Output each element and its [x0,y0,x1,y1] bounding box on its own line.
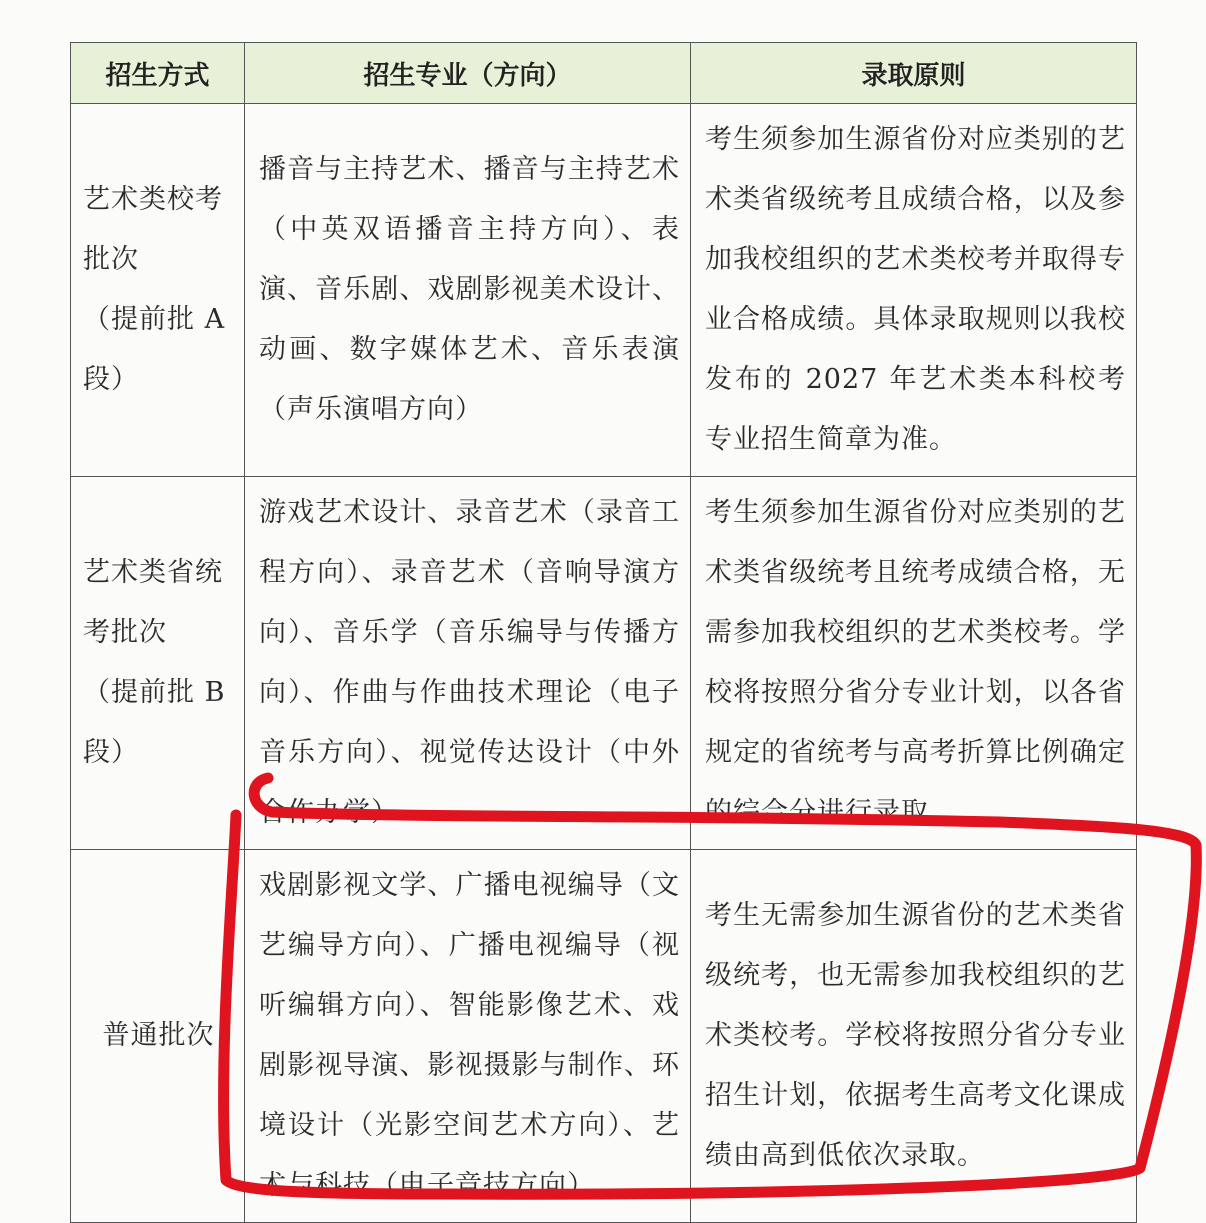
method-line: 段） [83,737,139,768]
principle-cell: 考生须参加生源省份对应类别的艺术类省级统考且统考成绩合格，无需参加我校组织的艺术类校考。学校将按照分省分专业计划，以各省规定的省统考与高考折算比例确定的综合分进行录取。 [691,477,1137,850]
method-line: 批次 [83,244,139,275]
method-line: 考批次 [83,617,167,648]
method-line: （提前批 B [83,677,226,708]
majors-cell: 播音与主持艺术、播音与主持艺术（中英双语播音主持方向）、表演、音乐剧、戏剧影视美术设计、动画、数字媒体艺术、音乐表演（声乐演唱方向） [245,104,691,477]
method-line: 艺术类校考 [83,184,223,215]
table-row [71,104,1137,477]
admission-table [70,42,1137,1223]
method-cell [71,477,245,850]
header-method: 招生方式 [71,43,245,104]
principle-cell: 考生须参加生源省份对应类别的艺术类省级统考且成绩合格，以及参加我校组织的艺术类校考并取得专业合格成绩。具体录取规则以我校发布的 2027 年艺术类本科校考专业招生简章为准。 [691,104,1137,477]
method-cell [71,104,245,477]
method-line: 艺术类省统 [83,557,223,588]
method-line: （提前批 A [83,304,226,335]
table-row [71,850,1137,1223]
header-principle: 录取原则 [691,43,1137,104]
method-line: 普通批次 [102,1020,215,1051]
header-majors: 招生专业（方向） [245,43,691,104]
table-row [71,477,1137,850]
majors-cell: 戏剧影视文学、广播电视编导（文艺编导方向）、广播电视编导（视听编辑方向）、智能影像艺术、戏剧影视导演、影视摄影与制作、环境设计（光影空间艺术方向）、艺术与科技（电子竞技方向） [245,850,691,1223]
header-row [71,43,1137,104]
majors-cell: 游戏艺术设计、录音艺术（录音工程方向）、录音艺术（音响导演方向）、音乐学（音乐编导与传播方向）、作曲与作曲技术理论（电子音乐方向）、视觉传达设计（中外合作办学） [245,477,691,850]
method-cell [71,850,245,1223]
method-line: 段） [83,364,139,395]
principle-cell: 考生无需参加生源省份的艺术类省级统考，也无需参加我校组织的艺术类校考。学校将按照分省分专业招生计划，依据考生高考文化课成绩由高到低依次录取。 [691,850,1137,1223]
